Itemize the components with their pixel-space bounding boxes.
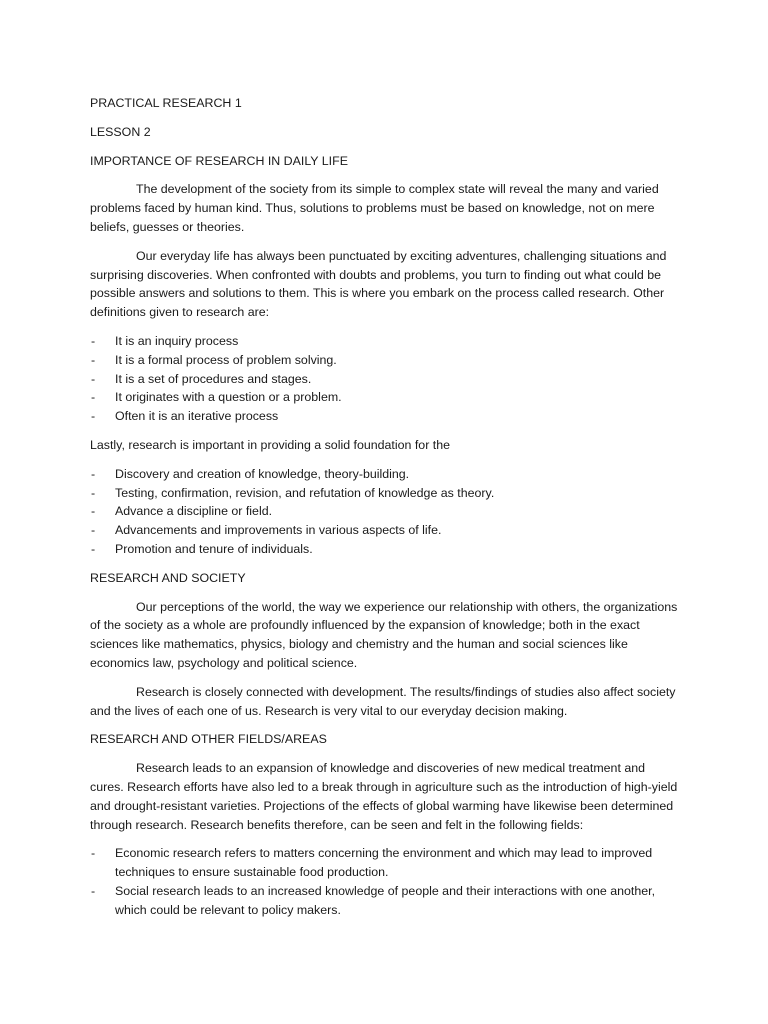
paragraph-expansion: Research leads to an expansion of knowledge and discoveries of new medical treatment and cures. Research efforts have also led to a break through in agriculture such as the introduction of high-yield and drought-resistant varieties. Projections of the effects of global warming have likewise been determined through research. Research benefits therefore, can be seen and felt in the following fields: bbox=[90, 761, 678, 832]
list-item-text: It is a set of procedures and stages. bbox=[115, 371, 312, 386]
list-item bbox=[90, 540, 680, 559]
document-title: PRACTICAL RESEARCH 1 bbox=[90, 96, 242, 110]
paragraph-development-link: Research is closely connected with development. The results/findings of studies also affect society and the lives of each one of us. Research is very vital to our everyday decision making. bbox=[90, 684, 676, 718]
list-item-text: It is an inquiry process bbox=[115, 333, 239, 348]
dash-bullet: - bbox=[91, 352, 96, 367]
section-heading-importance: IMPORTANCE OF RESEARCH IN DAILY LIFE bbox=[90, 153, 348, 168]
fields-list bbox=[90, 844, 680, 919]
paragraph-perceptions: Our perceptions of the world, the way we experience our relationship with others, the organizations of the society as a whole are profoundly influenced by the expansion of knowledge; both in the exact sciences like mathematics, physics, biology and chemistry and the human and social sciences like economics law, psychology and political science. bbox=[90, 599, 678, 670]
list-item-text: It is a formal process of problem solving. bbox=[115, 352, 337, 367]
document-page bbox=[90, 94, 680, 929]
paragraph-development: The development of the society from its simple to complex state will reveal the many and varied problems faced by human kind. Thus, solutions to problems must be based on knowledge, not on mere beliefs, guesses or theories. bbox=[90, 182, 659, 234]
list-item bbox=[90, 502, 680, 521]
list-item-text: Social research leads to an increased knowledge of people and their interactions with one another, which could be relevant to policy makers. bbox=[115, 883, 656, 917]
dash-bullet: - bbox=[91, 390, 96, 405]
list-item bbox=[90, 844, 680, 882]
list-item-text: Economic research refers to matters concerning the environment and which may lead to improved techniques to ensure sustainable food production. bbox=[115, 846, 653, 880]
list-item bbox=[90, 351, 680, 370]
list-item-text: Promotion and tenure of individuals. bbox=[115, 541, 313, 556]
foundation-list bbox=[90, 465, 680, 559]
list-item-text: Testing, confirmation, revision, and refutation of knowledge as theory. bbox=[115, 485, 495, 500]
list-item bbox=[90, 521, 680, 540]
dash-bullet: - bbox=[91, 485, 96, 500]
list-item-text: Often it is an iterative process bbox=[115, 409, 279, 424]
dash-bullet: - bbox=[91, 409, 96, 424]
list-item-text: Advance a discipline or field. bbox=[115, 504, 273, 519]
dash-bullet: - bbox=[91, 466, 96, 481]
list-item-text: It originates with a question or a problem. bbox=[115, 390, 342, 405]
dash-bullet: - bbox=[91, 523, 96, 538]
dash-bullet: - bbox=[91, 883, 96, 898]
paragraph-everyday-life: Our everyday life has always been punctuated by exciting adventures, challenging situations and surprising discoveries. When confronted with doubts and problems, you turn to finding out what could be possible answers and solutions to them. This is where you embark on the process called research. Other definitions given to research are: bbox=[90, 248, 667, 320]
list-item bbox=[90, 370, 680, 389]
dash-bullet: - bbox=[91, 541, 96, 556]
list-item-text: Advancements and improvements in various aspects of life. bbox=[115, 523, 442, 538]
dash-bullet: - bbox=[91, 333, 96, 348]
list-item bbox=[90, 332, 680, 351]
section-heading-society: RESEARCH AND SOCIETY bbox=[90, 570, 246, 585]
paragraph-foundation-intro: Lastly, research is important in providing a solid foundation for the bbox=[90, 437, 450, 452]
dash-bullet: - bbox=[91, 504, 96, 519]
dash-bullet: - bbox=[91, 371, 96, 386]
list-item bbox=[90, 882, 680, 920]
dash-bullet: - bbox=[91, 846, 96, 861]
list-item bbox=[90, 388, 680, 407]
section-heading-other-fields: RESEARCH AND OTHER FIELDS/AREAS bbox=[90, 732, 327, 747]
list-item bbox=[90, 407, 680, 426]
lesson-label: LESSON 2 bbox=[90, 124, 151, 139]
definitions-list bbox=[90, 332, 680, 426]
list-item-text: Discovery and creation of knowledge, theory-building. bbox=[115, 466, 410, 481]
list-item bbox=[90, 465, 680, 484]
list-item bbox=[90, 484, 680, 503]
